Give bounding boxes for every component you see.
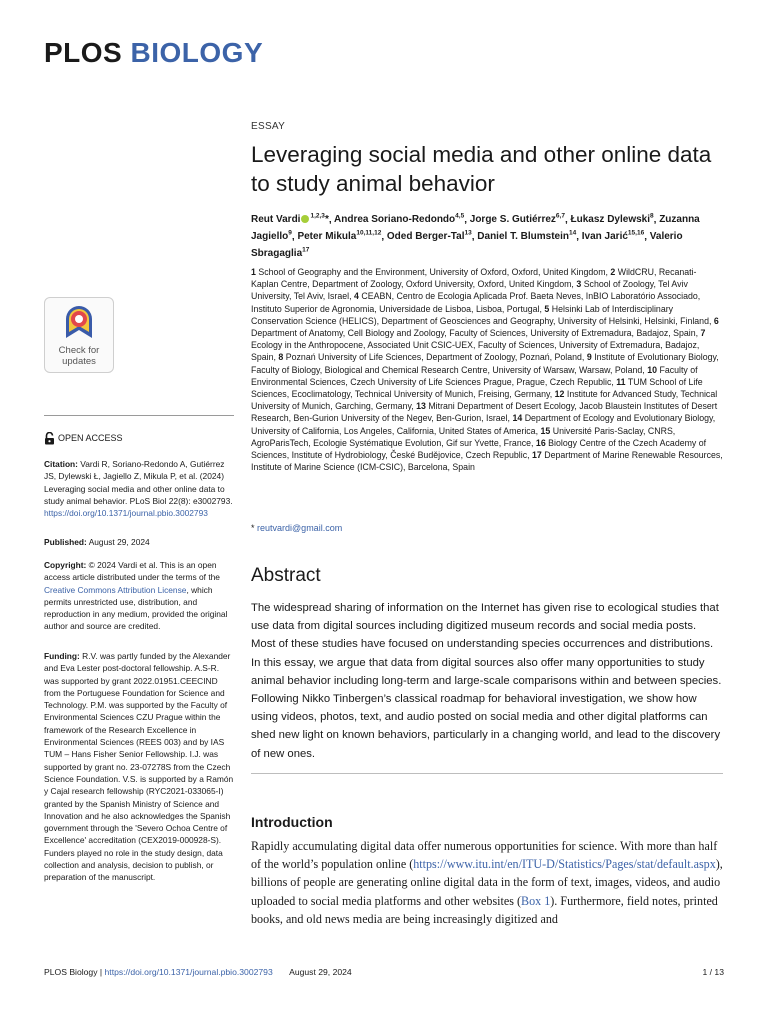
author-name: Ivan Jarić [581,231,628,243]
copyright-block [44,559,234,633]
affiliation-text: Department of Marine Renewable Resources, Institute of Marine Science (ICM-CSIC), Barcelona, Spain [251,450,723,473]
section-divider [251,773,723,774]
affiliation-number: 7 [700,328,706,339]
footer-date: August 29, 2024 [289,967,352,977]
affiliation-text: School of Zoology, Tel Aviv University, Tel Aviv, Israel, [251,279,688,302]
author-affil-sup: 8 [650,213,654,220]
page-number: 1 / 13 [702,967,724,977]
copyright-text: © 2024 Vardi et al. This is an open access article distributed under the terms of the [44,560,220,583]
author-list: Reut Vardi $^{1,2,3}$*, Andrea Soriano-Redondo$^{4,5}$, Jorge S. Gutiérrez$^{6,7}$, Łukasz Dylewski$^8$, Zuzanna Jagiello$^9$, Peter Mikula$^{10,11,12}$, Oded Berger-Tal$^{13}$, Daniel T. Blumstein$^{14}$, Ivan Jarić$^{15,16}$, Valerio Sbragaglia$^{17}$ [251,213,700,259]
page-footer [44,967,724,977]
author [477,231,576,242]
author-affil-sup: 9 [288,229,292,237]
affiliation-text: Faculty of Environmental Sciences, Czech University of Life Sciences Prague, Prague, Czech Republic, [251,364,698,387]
check-updates-line2: updates [62,356,96,367]
article-title [251,140,723,198]
footer-journal: PLOS Biology [44,967,98,977]
author-name: Daniel T. Blumstein [477,231,569,243]
check-for-updates-button[interactable] [44,297,114,373]
affiliation-number: 2 [610,267,616,277]
affiliation-text: Helsinki Lab of Interdisciplinary Conservation Science (HELICS), Department of Geosciences and Geography, University of Helsinki, Helsinki, Finland, [251,303,712,326]
email-link[interactable]: reutvardi@gmail.com [257,523,343,533]
author [470,214,565,225]
open-access-badge [44,432,234,445]
affiliation-number: 12 [554,389,565,400]
citation-label: Citation: [44,459,78,469]
affiliation-number: 9 [586,352,592,363]
affiliation-text: Université Paris-Saclay, CNRS, AgroParisTech, Ecologie Systématique Evolution, Gif sur Yvette, France, [251,425,676,448]
affiliation-text: Institute of Evolutionary Biology, Faculty of Biology, Biological and Chemical Research Centre, University of Warsaw, Warsaw, Poland, [251,352,719,375]
journal-logo [44,38,263,68]
citation-text: Vardi R, Soriano-Redondo A, Gutiérrez JS, Dylewski Ł, Jagiello Z, Mikula P, et al. (2024) Leveraging social media and other online data to study animal behavior. PLoS Biol 22(8): e3002793. [44,459,233,506]
affiliation-number: 11 [616,376,626,387]
open-lock-icon [44,432,55,445]
funding-text: R.V. was partly funded by the Alexander and Eva Lester post-doctoral fellowship. A.S-R. was supported by grant 2022.01951.CEECIND from the Portuguese Foundation for Science and Technology. P.M. was supported by the Faculty of Environmental Sciences CZU Prague within the framework of the Research Excellence in Environmental Sciences (REES 003) and by IAS TUM – Hans Fisher Senior Fellowship. I.J. was supported by grant no. 23-07278S from the Czech Science Foundation. V.S. is supported by a Ramón y Cajal research fellowship (RYC2021-033065-I) granted by the Spanish Ministry of Science and Innovation and he also acknowledges the Spanish government through the 'Severo Ochoa Centre of Excellence' accreditation (CEX2019-000928-S). Funders played no role in the study design, data collection and analysis, decision to publish, or preparation of the manuscript. [44,651,234,883]
affiliation-text: TUM School of Life Sciences, Ecoclimatology, Technical University of Munich, Freising, Germany, [251,376,703,400]
license-link[interactable]: Creative Commons Attribution License [44,584,187,595]
affiliation-text: Institute for Advanced Study, Technical University of Munich, Garching, Germany, [251,389,718,412]
affiliation-text: Mitrani Department of Desert Ecology, Jacob Blaustein Institutes of Desert Research, Ben-Gurion University of the Negev, Ben-Gurion, Israel, [251,401,718,424]
box1-link[interactable]: Box 1 [521,893,551,908]
affiliation-text: CEABN, Centro de Ecologia Aplicada Prof. Baeta Neves, InBIO Laboratório Associado, Instituto Superior de Agronomia, Universidade de Lisboa, Lisboa, Portugal, [251,291,701,314]
author-name: Reut Vardi [251,214,301,226]
author-affil-sup: 4,5 [455,213,465,220]
affiliation-text: School of Geography and the Environment, University of Oxford, Oxford, United Kingdom, [258,267,608,277]
affiliation-number: 1 [251,267,256,277]
funding-label: Funding: [44,651,80,661]
footer-separator: | [99,967,103,977]
intro-text-3: ). Furthermore, field notes, printed books, and old news media are being increasingly digitized and [251,893,718,926]
citation-block [44,458,234,519]
affiliations-list [251,266,723,473]
author-name: Łukasz Dylewski [570,214,650,226]
check-updates-icon [64,304,94,340]
left-divider [44,415,234,416]
author-name: Valerio Sbragaglia [251,231,683,259]
email-star: * [251,523,255,533]
author-affil-sup: 15,16 [627,229,645,237]
affiliation-text: Ecology in the Anthropocene, Associated Unit CSIC-UEX, Faculty of Sciences, University of Extremadura, Badajoz, Spain, [251,340,700,363]
citation-doi-link[interactable]: https://doi.org/10.1371/journal.pbio.3002793 [44,508,208,519]
affiliation-text: Department of Ecology and Evolutionary Biology, University of California, Los Angeles, California, United States of America, [251,413,716,436]
abstract-heading: Abstract [251,565,321,586]
article-type: ESSAY [251,121,286,132]
copyright-text-2: , which permits unrestricted use, distribution, and reproduction in any medium, provided the original author and source are credited. [44,584,228,632]
affiliation-number: 6 [713,315,719,326]
author-affil-sup: 13 [464,229,472,237]
abstract-body: The widespread sharing of information on the Internet has given rise to ecological studies that use data from digital sources including digitized museum records and social media posts. Most of these studies have focused on understanding species occurrences and distributions. In this essay, we argue that data from digital sources also offer many opportunities to study animal behavior including long-term and large-scale comparisons within and between species. Following Nikko Tinbergen’s classical roadmap for behavioral investigation, we show how using videos, photos, text, and audio posted on social media and other digital platforms can shed new light on known behaviors, particularly in a changing world, and lead to the discovery of new ones. [251,602,722,760]
corresponding-email [251,523,723,533]
footer-doi-link[interactable]: https://doi.org/10.1371/journal.pbio.3002793 [104,967,273,977]
author [251,214,329,225]
copyright-label: Copyright: [44,560,87,570]
title-line-2: to study animal behavior [251,171,495,196]
funding-block [44,650,234,884]
author-name: Zuzanna Jagiello [251,214,700,243]
affiliation-number: 16 [535,437,546,448]
author [571,214,654,225]
open-access-label: OPEN ACCESS [58,433,123,444]
affiliation-number: 17 [532,450,542,461]
author-name: Oded Berger-Tal [386,231,465,243]
author-name: Peter Mikula [297,231,357,243]
affiliation-number: 15 [540,425,551,436]
author-name: Andrea Soriano-Redondo [334,214,456,226]
author-affil-sup: 17 [302,246,310,254]
author [334,214,464,225]
affiliation-number: 10 [647,364,657,375]
intro-text-1: Rapidly accumulating digital data offer numerous opportunities for science. With more than half of the world’s population online ( [251,839,718,872]
itu-stats-link[interactable]: https://www.itu.int/en/ITU-D/Statistics/Pages/stat/default.aspx [413,857,716,872]
author [387,231,472,242]
author-affil-sup: 1,2,3 [310,213,325,220]
introduction-body [251,837,723,928]
title-line-1: Leveraging social media and other online data [251,142,712,167]
affiliation-number: 4 [354,291,359,302]
affiliation-text: Biology Centre of the Czech Academy of Sciences, Institute of Hydrobiology, České Budějovice, Czech Republic, [251,437,707,461]
affiliation-text: Department of Anatomy, Cell Biology and Zoology, Faculty of Sciences, University of Extremadura, Badajoz, Spain, [251,328,699,339]
author-name: Jorge S. Gutiérrez [469,214,556,226]
introduction-heading: Introduction [251,814,333,830]
published-label: Published: [44,537,87,547]
author-affil-sup: 14 [568,229,577,237]
corresponding-star: * [324,214,329,226]
affiliation-number: 5 [544,303,550,314]
author-affil-sup: 6,7 [555,213,565,220]
author [582,231,644,242]
affiliation-text: WildCRU, Recanati-Kaplan Centre, Department of Zoology, Oxford University, Oxford, United Kingdom, [251,267,697,290]
author-affil-sup: 10,11,12 [356,229,382,237]
logo-plos: PLOS [44,37,123,68]
affiliation-number: 3 [576,279,582,290]
affiliation-text: Poznań University of Life Sciences, Department of Zoology, Poznań, Poland, [285,352,585,363]
published-block [44,536,234,548]
orcid-icon[interactable] [301,215,309,223]
affiliation-number: 8 [278,352,284,363]
author [297,231,381,242]
affiliation-number: 13 [416,401,426,412]
logo-biology: BIOLOGY [130,37,264,68]
intro-text-2: ), billions of people are generating online digital data in the form of text, images, videos, and audio uploaded to social media platforms and other websites ( [251,857,723,908]
affiliation-number: 14 [512,413,523,424]
check-updates-line1: Check for [58,345,100,356]
published-date: August 29, 2024 [88,537,150,547]
